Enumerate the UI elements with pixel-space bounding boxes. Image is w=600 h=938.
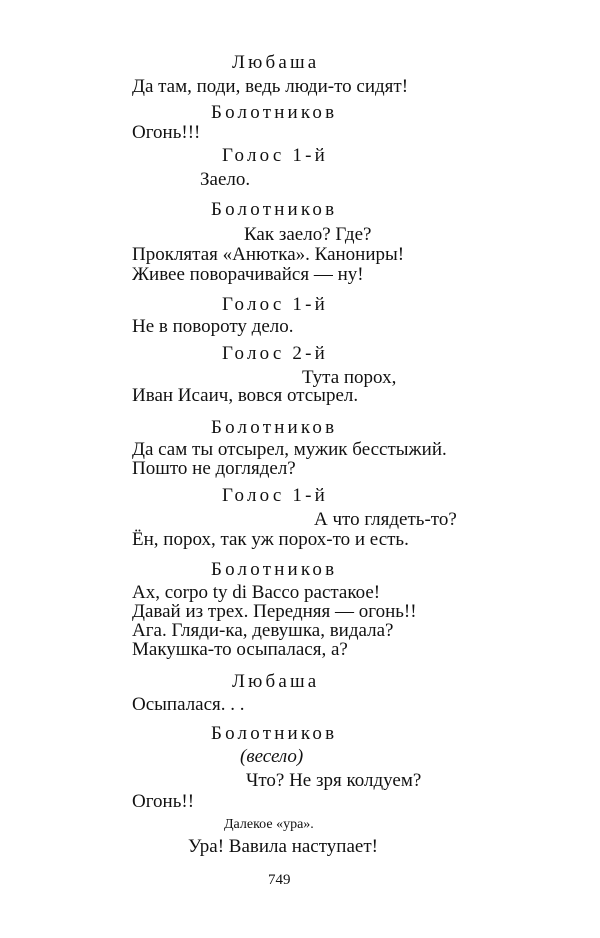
speaker-name: Голос 1-й [222, 294, 328, 315]
verse-line: Заело. [200, 169, 251, 190]
verse-line: Тута порох, [302, 367, 397, 388]
verse-line: Огонь!!! [132, 122, 201, 143]
verse-line: Не в повороту дело. [132, 316, 294, 337]
verse-line: Макушка-то осыпалася, а? [132, 639, 348, 660]
speaker-name: Болотников [211, 199, 338, 220]
verse-line: Ах, corpo ty di Bacco растакое! [132, 582, 381, 603]
verse-line: Да там, поди, ведь люди-то сидят! [132, 76, 409, 97]
verse-line: Да сам ты отсырел, мужик бесстыжий. [132, 439, 447, 460]
verse-line: Пошто не доглядел? [132, 458, 296, 479]
verse-line: Осыпалася. . . [132, 694, 245, 715]
verse-line: Ён, порох, так уж порох-то и есть. [132, 529, 409, 550]
verse-line: Проклятая «Анютка». Канониры! [132, 244, 405, 265]
verse-line: Ага. Гляди-ка, девушка, видала? [132, 620, 394, 641]
page-number: 749 [268, 872, 291, 888]
speaker-name: Болотников [211, 417, 338, 438]
verse-line: А что глядеть-то? [314, 509, 457, 530]
speaker-name: Болотников [211, 559, 338, 580]
speaker-name: Болотников [211, 723, 338, 744]
verse-line: Иван Исаич, вовся отсырел. [132, 385, 359, 406]
speaker-name: Голос 1-й [222, 145, 328, 166]
verse-line: Давай из трех. Передняя — огонь!! [132, 601, 417, 622]
speaker-name: Любаша [232, 671, 320, 692]
stage-direction: Далекое «ура». [224, 817, 314, 832]
verse-line: Что? Не зря колдуем? [246, 770, 422, 791]
speaker-name: Болотников [211, 102, 338, 123]
verse-line: Огонь!! [132, 791, 195, 812]
verse-line: Ура! Вавила наступает! [188, 836, 378, 857]
stage-direction: (весело) [240, 746, 304, 767]
speaker-name: Голос 1-й [222, 485, 328, 506]
verse-line: Как заело? Где? [244, 224, 372, 245]
speaker-name: Любаша [232, 52, 320, 73]
speaker-name: Голос 2-й [222, 343, 328, 364]
verse-line: Живее поворачивайся — ну! [132, 264, 364, 285]
